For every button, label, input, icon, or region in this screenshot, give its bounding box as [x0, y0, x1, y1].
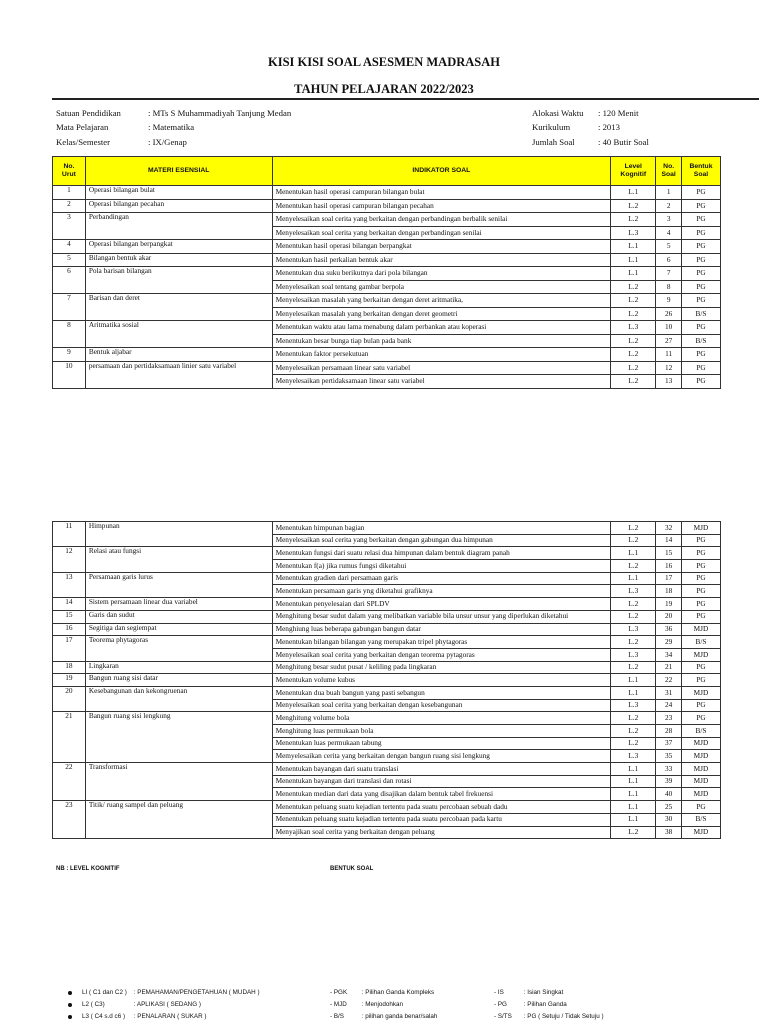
cell-no-soal: 12: [656, 361, 682, 375]
identity-info-right: [530, 105, 651, 150]
cell-indikator: Menentukan luas permukaan tabung: [272, 737, 611, 750]
legend-desc: : PEMAHAMAN/PENGETAHUAN ( MUDAH ): [133, 989, 260, 996]
cell-bentuk: PG: [681, 199, 720, 213]
cell-bentuk: PG: [681, 321, 720, 335]
cell-level: L.3: [611, 699, 656, 712]
cell-no-soal: 8: [656, 280, 682, 294]
cell-indikator: Memyelesaikan cerita yang berkaitan dengan bangun ruang sisi lengkung: [272, 750, 611, 763]
header-no-soal: No. Soal: [656, 157, 682, 186]
cell-no-soal: 40: [656, 788, 682, 801]
cell-bentuk: MJD: [681, 775, 720, 788]
kisi-kisi-table-part-2: [52, 521, 721, 839]
cell-level: L.2: [611, 534, 656, 547]
cell-materi: Himpunan: [85, 522, 272, 547]
cell-bentuk: MJD: [681, 623, 720, 636]
cell-bentuk: MJD: [681, 788, 720, 801]
cell-bentuk: PG: [681, 226, 720, 240]
cell-indikator: Menentukan dua buah bangun yang pasti sebangun: [272, 686, 611, 699]
cell-no-urut: 13: [53, 572, 86, 597]
cell-level: L.3: [611, 585, 656, 598]
legend-item: [68, 987, 260, 999]
cell-bentuk: PG: [681, 294, 720, 308]
kisi-kisi-table-part-1: [52, 156, 721, 389]
cell-level: L.1: [611, 775, 656, 788]
info-value: : IX/Genap: [148, 136, 187, 147]
cell-no-urut: 18: [53, 661, 86, 674]
cell-bentuk: PG: [681, 572, 720, 585]
cell-no-urut: 6: [53, 267, 86, 294]
table-row: [53, 598, 721, 611]
cell-bentuk: PG: [681, 267, 720, 281]
info-label: Mata Pelajaran: [56, 122, 109, 133]
table-body-part-1: [53, 186, 721, 389]
cell-indikator: Menentukan volume kubus: [272, 674, 611, 687]
header-indikator: INDIKATOR SOAL: [272, 157, 611, 186]
cell-indikator: Menentukan peluang suatu kejadian tertentu pada suatu percobaan sebuah dadu: [272, 801, 611, 814]
cell-indikator: Menyelesaikan masalah yang berkaitan dengan deret aritmatika,: [272, 294, 611, 308]
table-row: [53, 610, 721, 623]
cell-no-soal: 4: [656, 226, 682, 240]
cell-materi: Barisan dan deret: [85, 294, 272, 321]
table-row: [53, 253, 721, 267]
cell-bentuk: B/S: [681, 725, 720, 738]
cell-no-soal: 28: [656, 725, 682, 738]
cell-materi: Bentuk aljabar: [85, 348, 272, 362]
cell-materi: Teorema phytagoras: [85, 636, 272, 661]
cell-indikator: Menghitung besar sudut pusat / keliling pada lingkaran: [272, 661, 611, 674]
legend-code: - S/TS: [494, 1013, 512, 1020]
cell-bentuk: MJD: [681, 750, 720, 763]
cell-level: L.3: [611, 226, 656, 240]
cell-bentuk: MJD: [681, 648, 720, 661]
cell-indikator: Menentukan hasil operasi campuran bilangan pecahan: [272, 199, 611, 213]
cell-level: L.2: [611, 213, 656, 227]
cell-no-soal: 17: [656, 572, 682, 585]
legend-item: [330, 987, 437, 999]
cell-bentuk: PG: [681, 585, 720, 598]
cell-no-soal: 5: [656, 240, 682, 254]
header-materi: MATERI ESENSIAL: [85, 157, 272, 186]
table-row: [53, 623, 721, 636]
cell-level: L.2: [611, 610, 656, 623]
legend-desc: : pilihan ganda benar/salah: [361, 1013, 438, 1020]
cell-bentuk: B/S: [681, 813, 720, 826]
cell-indikator: Menentukan bilangan bilangan yang merupakan tripel phytagoras: [272, 636, 611, 649]
legend-desc: : Pilihan Ganda: [523, 1001, 567, 1008]
form-legend-1: [330, 987, 437, 1023]
info-label: Jumlah Soal: [532, 136, 575, 147]
cell-indikator: Menyelesaikan soal cerita yang berkaitan dengan perbandingan berbalik senilai: [272, 213, 611, 227]
cell-indikator: Menyelesaikan soal tentang gambar berpola: [272, 280, 611, 294]
cell-bentuk: MJD: [681, 826, 720, 839]
cell-level: L.1: [611, 572, 656, 585]
cell-no-urut: 14: [53, 598, 86, 611]
cell-no-soal: 37: [656, 737, 682, 750]
legend-desc: : Isian Singkat: [523, 989, 564, 996]
cell-materi: Sistem persamaan linear dua variabel: [85, 598, 272, 611]
cell-indikator: Menghitung luas permukaan bola: [272, 725, 611, 738]
cell-bentuk: PG: [681, 560, 720, 573]
cell-no-soal: 39: [656, 775, 682, 788]
info-label: Alokasi Waktu: [532, 108, 584, 118]
cell-level: L.1: [611, 788, 656, 801]
cell-no-urut: 3: [53, 213, 86, 240]
legend-code: - PGK: [330, 989, 348, 996]
cell-no-soal: 14: [656, 534, 682, 547]
cell-materi: persamaan dan pertidaksamaan linier satu variabel: [85, 361, 272, 388]
document-subtitle: TAHUN PELAJARAN 2022/2023: [294, 82, 474, 96]
cell-no-soal: 33: [656, 763, 682, 776]
cell-indikator: Menentukan penyelesaian dari SPLDV: [272, 598, 611, 611]
cell-no-urut: 8: [53, 321, 86, 348]
info-value: : 2013: [598, 122, 620, 133]
cell-level: L.2: [611, 636, 656, 649]
cell-no-soal: 9: [656, 294, 682, 308]
cell-level: L.1: [611, 267, 656, 281]
cell-no-soal: 34: [656, 648, 682, 661]
cell-level: L.3: [611, 648, 656, 661]
document-title: KISI KISI SOAL ASESMEN MADRASAH: [267, 55, 500, 69]
cell-bentuk: PG: [681, 661, 720, 674]
cell-materi: Transformasi: [85, 763, 272, 801]
table-row: [53, 661, 721, 674]
legend-code: - IS: [494, 989, 504, 996]
table-row: [53, 199, 721, 213]
cell-materi: Kesebangunan dan kekongruenan: [85, 686, 272, 711]
table-row: [53, 801, 721, 814]
legend-desc: : PG ( Setuju / Tidak Setuju ): [523, 1013, 604, 1020]
cell-indikator: Menentukan himpunan bagian: [272, 522, 611, 535]
cell-no-urut: 23: [53, 801, 86, 839]
cell-indikator: Menghiung luas beberapa gabungan bangun datar: [272, 623, 611, 636]
cell-bentuk: MJD: [681, 737, 720, 750]
legend-item: [494, 999, 604, 1011]
cell-level: L.2: [611, 598, 656, 611]
cell-level: L.2: [611, 560, 656, 573]
cell-bentuk: PG: [681, 213, 720, 227]
info-value: : Matematika: [148, 122, 195, 133]
cell-no-soal: 21: [656, 661, 682, 674]
cell-no-soal: 3: [656, 213, 682, 227]
cell-no-soal: 26: [656, 307, 682, 321]
cell-bentuk: MJD: [681, 686, 720, 699]
cell-no-soal: 32: [656, 522, 682, 535]
table-row: [53, 686, 721, 699]
level-legend: [68, 987, 260, 1023]
cell-no-urut: 10: [53, 361, 86, 388]
header-no-urut: No. Urut: [53, 157, 86, 186]
cell-bentuk: PG: [681, 712, 720, 725]
cell-no-soal: 16: [656, 560, 682, 573]
cell-no-soal: 7: [656, 267, 682, 281]
cell-no-soal: 27: [656, 334, 682, 348]
info-value: : 40 Butir Soal: [598, 136, 649, 147]
legend-code: - MJD: [330, 1001, 347, 1008]
cell-level: L.2: [611, 334, 656, 348]
cell-materi: Relasi atau fungsi: [85, 547, 272, 572]
legend-item: [330, 999, 437, 1011]
cell-level: L.1: [611, 763, 656, 776]
table-row: [53, 674, 721, 687]
cell-no-urut: 17: [53, 636, 86, 661]
cell-materi: Titik/ ruang sampel dan peluang: [85, 801, 272, 839]
cell-level: L.3: [611, 750, 656, 763]
note-level-heading: NB : LEVEL KOGNITIF: [56, 866, 120, 872]
cell-bentuk: MJD: [681, 763, 720, 776]
cell-no-urut: 22: [53, 763, 86, 801]
table-row: [53, 321, 721, 335]
table-row: [53, 712, 721, 725]
cell-level: L.2: [611, 294, 656, 308]
title-divider: [52, 98, 759, 100]
cell-no-soal: 15: [656, 547, 682, 560]
cell-bentuk: PG: [681, 240, 720, 254]
cell-bentuk: MJD: [681, 522, 720, 535]
cell-no-soal: 19: [656, 598, 682, 611]
cell-indikator: Menentukan faktor persekutuan: [272, 348, 611, 362]
legend-desc: : Pilihan Ganda Kompleks: [361, 989, 435, 996]
legend-desc: : PENALARAN ( SUKAR ): [133, 1013, 207, 1020]
legend-code: - PG: [494, 1001, 507, 1008]
cell-no-urut: 19: [53, 674, 86, 687]
legend-code: L2 ( C3): [82, 1001, 105, 1008]
legend-desc: : Menjodohkan: [361, 1001, 404, 1008]
cell-materi: Perbandingan: [85, 213, 272, 240]
cell-no-soal: 11: [656, 348, 682, 362]
cell-level: L.3: [611, 321, 656, 335]
legend-item: [330, 1011, 437, 1023]
cell-no-urut: 9: [53, 348, 86, 362]
table-row: [53, 763, 721, 776]
cell-materi: Bilangan bentuk akar: [85, 253, 272, 267]
cell-indikator: Menyelesaikan soal cerita yang berkaitan dengan perbandingan senilai: [272, 226, 611, 240]
cell-indikator: Menyelesaikan soal cerita yang berkaitan dengan teorema pytagoras: [272, 648, 611, 661]
table-row: [53, 267, 721, 281]
cell-materi: Bangun ruang sisi datar: [85, 674, 272, 687]
cell-bentuk: PG: [681, 610, 720, 623]
cell-level: L.2: [611, 199, 656, 213]
legend-code: LI ( C1 dan C2 ): [82, 989, 127, 996]
cell-indikator: Menyelesaikan pertidaksamaan linear satu variabel: [272, 375, 611, 389]
legend-item: [68, 999, 260, 1011]
legend-item: [494, 1011, 604, 1023]
legend-desc: : APLIKASI ( SEDANG ): [133, 1001, 201, 1008]
cell-no-urut: 15: [53, 610, 86, 623]
cell-indikator: Menyajikan soal cerita yang berkaitan dengan peluang: [272, 826, 611, 839]
legend-code: L3 ( C4 s.d c6 ): [82, 1013, 126, 1020]
table-row: [53, 636, 721, 649]
cell-no-soal: 10: [656, 321, 682, 335]
cell-bentuk: PG: [681, 801, 720, 814]
table-row: [53, 294, 721, 308]
cell-materi: Operasi bilangan berpangkat: [85, 240, 272, 254]
cell-indikator: Menyelesaikan soal cerita yang berkaitan dengan kesebangunan: [272, 699, 611, 712]
cell-indikator: Menentukan peluang suatu kejadian tertentu pada suatu percobaan pada kartu: [272, 813, 611, 826]
info-label: Kelas/Semester: [56, 136, 111, 147]
table-row: [53, 213, 721, 227]
cell-level: L.2: [611, 661, 656, 674]
cell-level: L.1: [611, 547, 656, 560]
cell-indikator: Menentukan gradien dari persamaan garis: [272, 572, 611, 585]
cell-materi: Segitiga dan segiempat: [85, 623, 272, 636]
cell-level: L.2: [611, 737, 656, 750]
info-label: Kurikulum: [532, 122, 571, 133]
cell-materi: Garis dan sudut: [85, 610, 272, 623]
cell-indikator: Menentukan hasil operasi bilangan berpangkat: [272, 240, 611, 254]
cell-indikator: Menentukan hasil perkalian bentuk akar: [272, 253, 611, 267]
cell-indikator: Menyelesaikan masalah yang berkaitan dengan deret geometri: [272, 307, 611, 321]
cell-no-urut: 7: [53, 294, 86, 321]
table-body-part-2: [53, 522, 721, 839]
cell-indikator: Menentukan persamaan garis yng diketahui grafiknya: [272, 585, 611, 598]
cell-no-urut: 2: [53, 199, 86, 213]
cell-indikator: Menyelesaikan persamaan linear satu variabel: [272, 361, 611, 375]
table-row: [53, 186, 721, 200]
cell-no-soal: 20: [656, 610, 682, 623]
cell-level: L.2: [611, 826, 656, 839]
cell-bentuk: PG: [681, 186, 720, 200]
cell-materi: Lingkaran: [85, 661, 272, 674]
cell-no-urut: 4: [53, 240, 86, 254]
cell-no-soal: 1: [656, 186, 682, 200]
cell-materi: Operasi bilangan pecahan: [85, 199, 272, 213]
cell-level: L.2: [611, 348, 656, 362]
cell-materi: Pola barisan bilangan: [85, 267, 272, 294]
cell-no-urut: 16: [53, 623, 86, 636]
cell-materi: Persamaan garis lurus: [85, 572, 272, 597]
cell-level: L.2: [611, 375, 656, 389]
table-row: [53, 522, 721, 535]
cell-no-soal: 35: [656, 750, 682, 763]
table-row: [53, 240, 721, 254]
cell-no-soal: 25: [656, 801, 682, 814]
info-value: : 120 Menit: [598, 108, 639, 118]
header-level: Level Kognitif: [611, 157, 656, 186]
cell-no-soal: 31: [656, 686, 682, 699]
cell-no-urut: 20: [53, 686, 86, 711]
cell-bentuk: PG: [681, 253, 720, 267]
cell-indikator: Menentukan waktu atau lama menabung dalam perbankan atau koperasi: [272, 321, 611, 335]
cell-level: L.2: [611, 522, 656, 535]
cell-bentuk: B/S: [681, 636, 720, 649]
note-bentuk-heading: BENTUK SOAL: [330, 866, 374, 872]
cell-level: L.1: [611, 240, 656, 254]
cell-no-urut: 1: [53, 186, 86, 200]
cell-no-soal: 23: [656, 712, 682, 725]
cell-bentuk: PG: [681, 348, 720, 362]
cell-level: L.2: [611, 280, 656, 294]
cell-no-soal: 18: [656, 585, 682, 598]
cell-level: L.1: [611, 801, 656, 814]
cell-bentuk: PG: [681, 699, 720, 712]
cell-bentuk: PG: [681, 598, 720, 611]
cell-bentuk: B/S: [681, 307, 720, 321]
cell-level: L.2: [611, 361, 656, 375]
cell-no-soal: 36: [656, 623, 682, 636]
cell-no-soal: 13: [656, 375, 682, 389]
cell-no-soal: 6: [656, 253, 682, 267]
info-value: : MTs S Muhammadiyah Tanjung Medan: [148, 108, 292, 118]
cell-level: L.1: [611, 686, 656, 699]
cell-bentuk: PG: [681, 280, 720, 294]
cell-no-soal: 22: [656, 674, 682, 687]
table-row: [53, 361, 721, 375]
cell-level: L.1: [611, 813, 656, 826]
cell-no-soal: 24: [656, 699, 682, 712]
cell-indikator: Menghitung besar sudut dalam yang melibatkan variable bila unsur unsur yang diperlukan diketahui: [272, 610, 611, 623]
cell-materi: Operasi bilangan bulat: [85, 186, 272, 200]
cell-bentuk: PG: [681, 547, 720, 560]
info-label: Satuan Pendidikan: [56, 108, 121, 118]
cell-indikator: Menghitung volume bola: [272, 712, 611, 725]
legend-item: [68, 1011, 260, 1023]
cell-level: L.2: [611, 725, 656, 738]
cell-indikator: Menentukan median dari data yang disajikan dalam bentuk tabel frekuensi: [272, 788, 611, 801]
identity-info-left: [54, 105, 293, 150]
cell-no-urut: 12: [53, 547, 86, 572]
cell-level: L.1: [611, 253, 656, 267]
cell-no-soal: 29: [656, 636, 682, 649]
cell-level: L.3: [611, 623, 656, 636]
cell-no-urut: 5: [53, 253, 86, 267]
legend-code: - B/S: [330, 1013, 344, 1020]
cell-indikator: Menentukan dua suku berikutnya dari pola bilangan: [272, 267, 611, 281]
table-row: [53, 348, 721, 362]
cell-no-urut: 21: [53, 712, 86, 763]
table-row: [53, 572, 721, 585]
cell-level: L.2: [611, 307, 656, 321]
legend-item: [494, 987, 604, 999]
cell-indikator: Menentukan bayangan dari suatu translasi: [272, 763, 611, 776]
cell-bentuk: PG: [681, 375, 720, 389]
cell-bentuk: PG: [681, 534, 720, 547]
cell-level: L.1: [611, 186, 656, 200]
cell-no-urut: 11: [53, 522, 86, 547]
cell-materi: Bangun ruang sisi lengkung: [85, 712, 272, 763]
cell-indikator: Menentukan bayangan dari translasi dan rotasi: [272, 775, 611, 788]
cell-level: L.1: [611, 674, 656, 687]
table-row: [53, 547, 721, 560]
cell-indikator: Menentukan fungsi dari suatu relasi dua himpunan dalam bentuk diagram panah: [272, 547, 611, 560]
cell-bentuk: PG: [681, 674, 720, 687]
cell-no-soal: 38: [656, 826, 682, 839]
cell-no-soal: 30: [656, 813, 682, 826]
cell-indikator: Menentukan f(a) jika rumus fungsi diketahui: [272, 560, 611, 573]
cell-indikator: Menentukan hasil operasi campuran bilangan bulat: [272, 186, 611, 200]
cell-materi: Aritmatika sosial: [85, 321, 272, 348]
header-bentuk: Bentuk Soal: [681, 157, 720, 186]
cell-bentuk: B/S: [681, 334, 720, 348]
form-legend-2: [494, 987, 604, 1023]
cell-no-soal: 2: [656, 199, 682, 213]
cell-bentuk: PG: [681, 361, 720, 375]
cell-indikator: Menyelesaikan soal cerita yang berkaitan dengan gabungan dua himpunan: [272, 534, 611, 547]
cell-level: L.2: [611, 712, 656, 725]
cell-indikator: Menentukan besar bunga tiap bulan pada bank: [272, 334, 611, 348]
